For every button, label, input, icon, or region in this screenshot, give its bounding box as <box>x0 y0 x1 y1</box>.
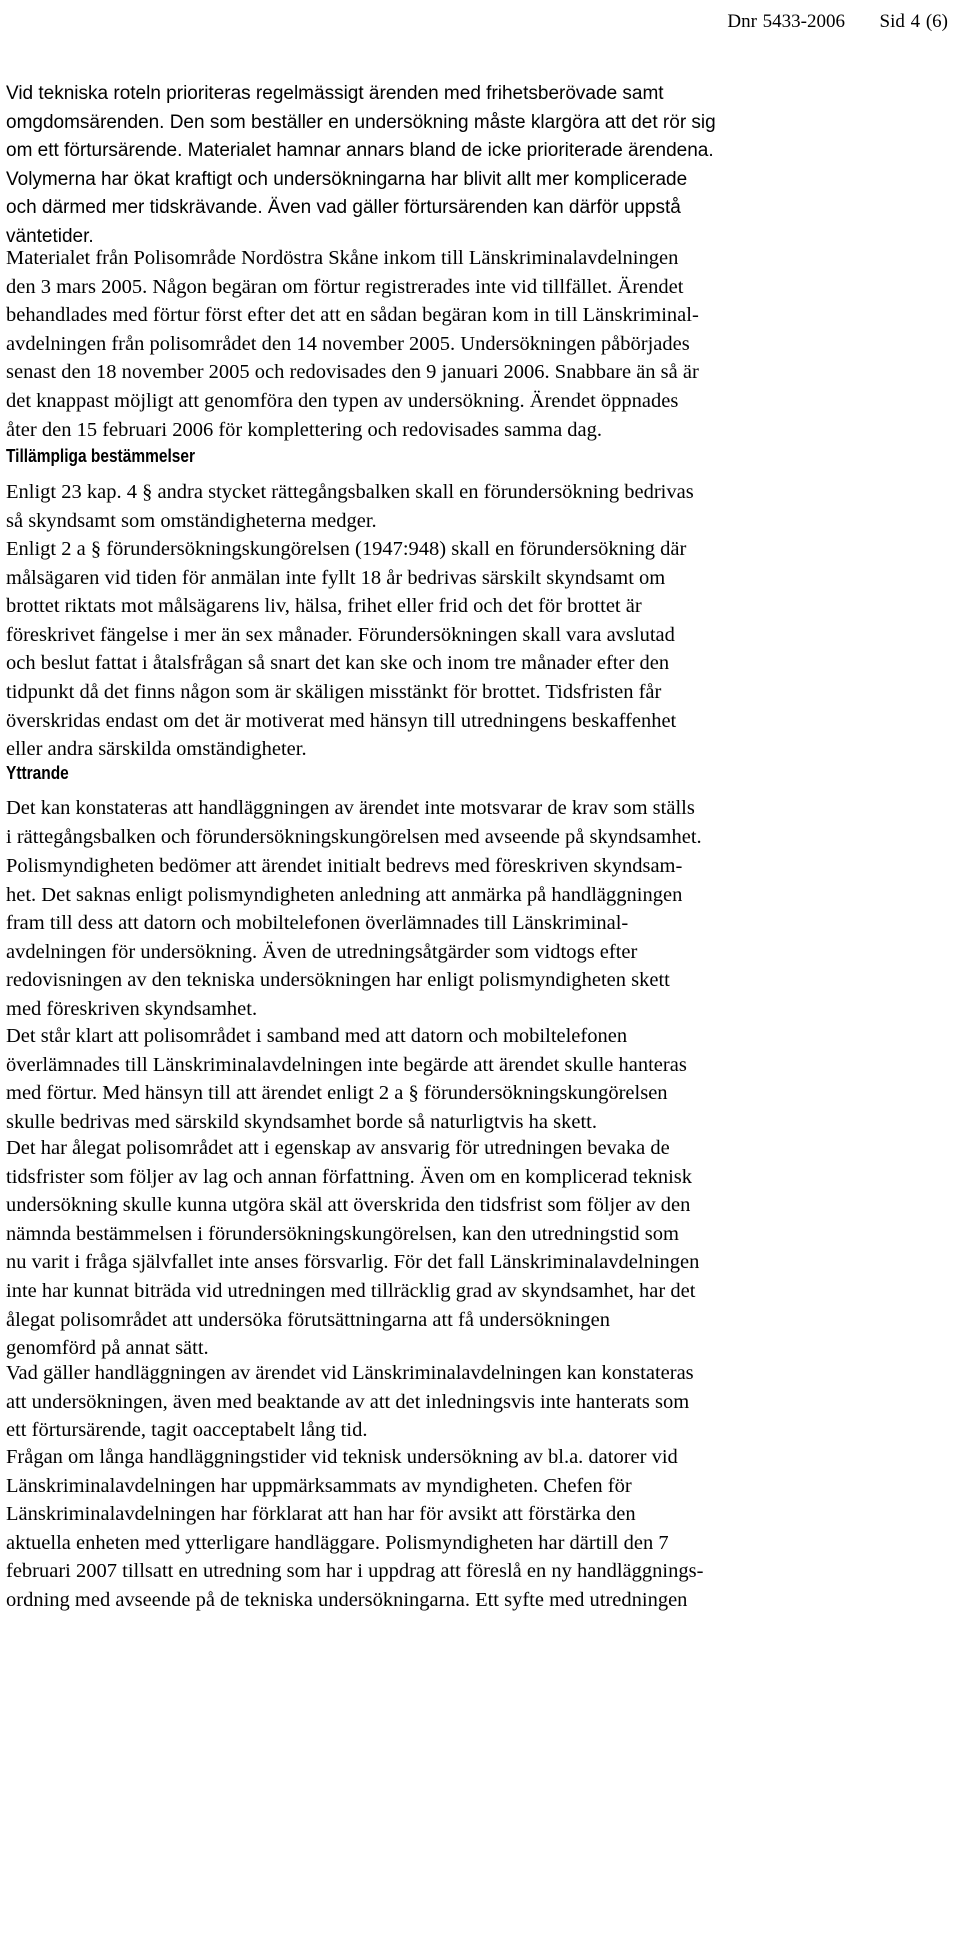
text-line: undersökning skulle kunna utgöra skäl att överskrida den tidsfrist som följer av den <box>6 1194 691 1217</box>
text-line: Frågan om långa handläggningstider vid teknisk undersökning av bl.a. datorer vid <box>6 1446 678 1468</box>
paragraph-technical-unit <box>6 80 926 252</box>
text-line: genomförd på annat sätt. <box>6 1337 209 1360</box>
text-line: ålegat polisområdet att undersöka förutsättningarna att få undersökningen <box>6 1308 610 1331</box>
page-number: Sid 4 (6) <box>879 11 948 32</box>
text-line: avdelningen från polisområdet den 14 november 2005. Undersökningen påbörjades <box>6 332 690 355</box>
paragraph-material-received <box>6 244 926 444</box>
text-line: Det har ålegat polisområdet att i egenskap av ansvarig för utredningen bevaka de <box>6 1137 670 1159</box>
text-line: skulle bedrivas med särskild skyndsamhet borde så naturligtvis ha skett. <box>6 1110 597 1133</box>
paragraph-conclusion <box>6 794 926 851</box>
paragraph-rattegangsbalken <box>6 478 926 535</box>
text-line: åter den 15 februari 2006 för komplettering och redovisades samma dag. <box>6 418 603 441</box>
text-line: Polismyndigheten bedömer att ärendet initialt bedrevs med föreskriven skyndsam- <box>6 855 683 877</box>
text-line: nämnda bestämmelsen i förundersökningskungörelsen, kan den utredningstid som <box>6 1222 679 1245</box>
text-line: den 3 mars 2005. Någon begäran om förtur registrerades inte vid tillfället. Ärendet <box>6 275 684 298</box>
text-line: senast den 18 november 2005 och redovisades den 9 januari 2006. Snabbare än så är <box>6 361 699 384</box>
text-line: Vad gäller handläggningen av ärendet vid Länskriminalavdelningen kan konstateras <box>6 1362 694 1384</box>
text-line: det knappast möjligt att genomföra den typen av undersökning. Ärendet öppnades <box>6 389 679 412</box>
text-line: Materialet från Polisområde Nordöstra Skåne inkom till Länskriminalavdelningen <box>6 247 679 269</box>
text-line: Länskriminalavdelningen har förklarat att han har för avsikt att förstärka den <box>6 1503 636 1526</box>
text-line: Det kan konstateras att handläggningen av ärendet inte motsvarar de krav som ställs <box>6 797 695 819</box>
text-line: överlämnades till Länskriminalavdelningen inte begärde att ärendet skulle hanteras <box>6 1053 687 1076</box>
text-line: i rättegångsbalken och förundersökningskungörelsen med avseende på skyndsamhet. <box>6 825 702 848</box>
text-line: redovisningen av den tekniska undersökningen har enligt polismyndigheten skett <box>6 969 670 992</box>
text-line: brottet riktats mot målsägarens liv, hälsa, frihet eller frid och det för brottet är <box>6 595 642 618</box>
text-line: med förtur. Med hänsyn till att ärendet enligt 2 a § förundersökningskungörelsen <box>6 1082 668 1105</box>
text-line: föreskrivet fängelse i mer än sex månader. Förundersökningen skall vara avslutad <box>6 623 675 646</box>
text-line: februari 2007 tillsatt en utredning som har i uppdrag att föreslå en ny handläggnings- <box>6 1560 704 1583</box>
text-line: nu varit i fråga självfallet inte anses försvarlig. För det fall Länskriminalavdelningen <box>6 1251 700 1274</box>
section-heading-applicable-provisions: Tillämpliga bestämmelser <box>6 446 195 466</box>
paragraph-priority-request <box>6 1022 926 1136</box>
text-line: att undersökningen, även med beaktande av att det inledningsvis inte hanterats som <box>6 1390 690 1413</box>
text-line: så skyndsamt som omständigheterna medger. <box>6 509 377 532</box>
text-line: Vid tekniska roteln prioriteras regelmässigt ärenden med frihetsberövade samt <box>6 83 664 104</box>
text-line: och därmed mer tidskrävande. Även vad gäller förtursärenden kan därför uppstå <box>6 197 681 219</box>
text-line: inte har kunnat biträda vid utredningen med tillräcklig grad av skyndsamhet, har det <box>6 1279 696 1302</box>
text-line: behandlades med förtur först efter det att en sådan begäran kom in till Länskriminal- <box>6 304 699 327</box>
text-line: Länskriminalavdelningen har uppmärksammats av myndigheten. Chefen för <box>6 1474 632 1497</box>
text-line: Enligt 23 kap. 4 § andra stycket rättegångsbalken skall en förundersökning bedrivas <box>6 481 694 503</box>
text-line: omgdomsärenden. Den som beställer en undersökning måste klargöra att det rör sig <box>6 111 716 133</box>
text-line: om ett förtursärende. Materialet hamnar annars bland de icke prioriterade ärendena. <box>6 140 714 162</box>
text-line: målsägaren vid tiden för anmälan inte fyllt 18 år bedrivas särskilt skyndsamt om <box>6 566 666 589</box>
section-heading-statement: Yttrande <box>6 763 69 783</box>
text-line: tidpunkt då det finns någon som är skäligen misstänkt för brottet. Tidsfristen får <box>6 680 662 703</box>
text-line: fram till dess att datorn och mobiltelefonen överlämnades till Länskriminal- <box>6 912 629 935</box>
text-line: eller andra särskilda omständigheter. <box>6 738 307 761</box>
paragraph-police-assessment <box>6 852 926 1024</box>
text-line: tidsfrister som följer av lag och annan författning. Även om en komplicerad teknisk <box>6 1165 692 1188</box>
text-line: het. Det saknas enligt polismyndigheten anledning att anmärka på handläggningen <box>6 883 683 906</box>
text-line: aktuella enheten med ytterligare handläggare. Polismyndigheten har därtill den 7 <box>6 1531 669 1554</box>
paragraph-responsibility <box>6 1134 926 1363</box>
paragraph-handling-duration <box>6 1359 926 1445</box>
text-line: Enligt 2 a § förundersökningskungörelsen (1947:948) skall en förundersökning där <box>6 538 687 560</box>
text-line: Volymerna har ökat kraftigt och undersökningarna har blivit allt mer komplicerade <box>6 168 688 190</box>
text-line: Det står klart att polisområdet i samband med att datorn och mobiltelefonen <box>6 1025 628 1047</box>
text-line: med föreskriven skyndsamhet. <box>6 997 258 1020</box>
page-header <box>727 10 948 34</box>
paragraph-forundersokningskungorelsen <box>6 535 926 764</box>
text-line: överskridas endast om det är motiverat med hänsyn till utredningens beskaffenhet <box>6 709 677 732</box>
text-line: ett förtursärende, tagit oacceptabelt lång tid. <box>6 1419 368 1442</box>
text-line: avdelningen för undersökning. Även de utredningsåtgärder som vidtogs efter <box>6 940 638 963</box>
paragraph-long-processing-times <box>6 1443 926 1615</box>
text-line: väntetider. <box>6 225 94 247</box>
document-number: Dnr 5433-2006 <box>727 11 845 32</box>
text-line: ordning med avseende på de tekniska undersökningarna. Ett syfte med utredningen <box>6 1588 688 1611</box>
text-line: och beslut fattat i åtalsfrågan så snart det kan ske och inom tre månader efter den <box>6 652 670 675</box>
